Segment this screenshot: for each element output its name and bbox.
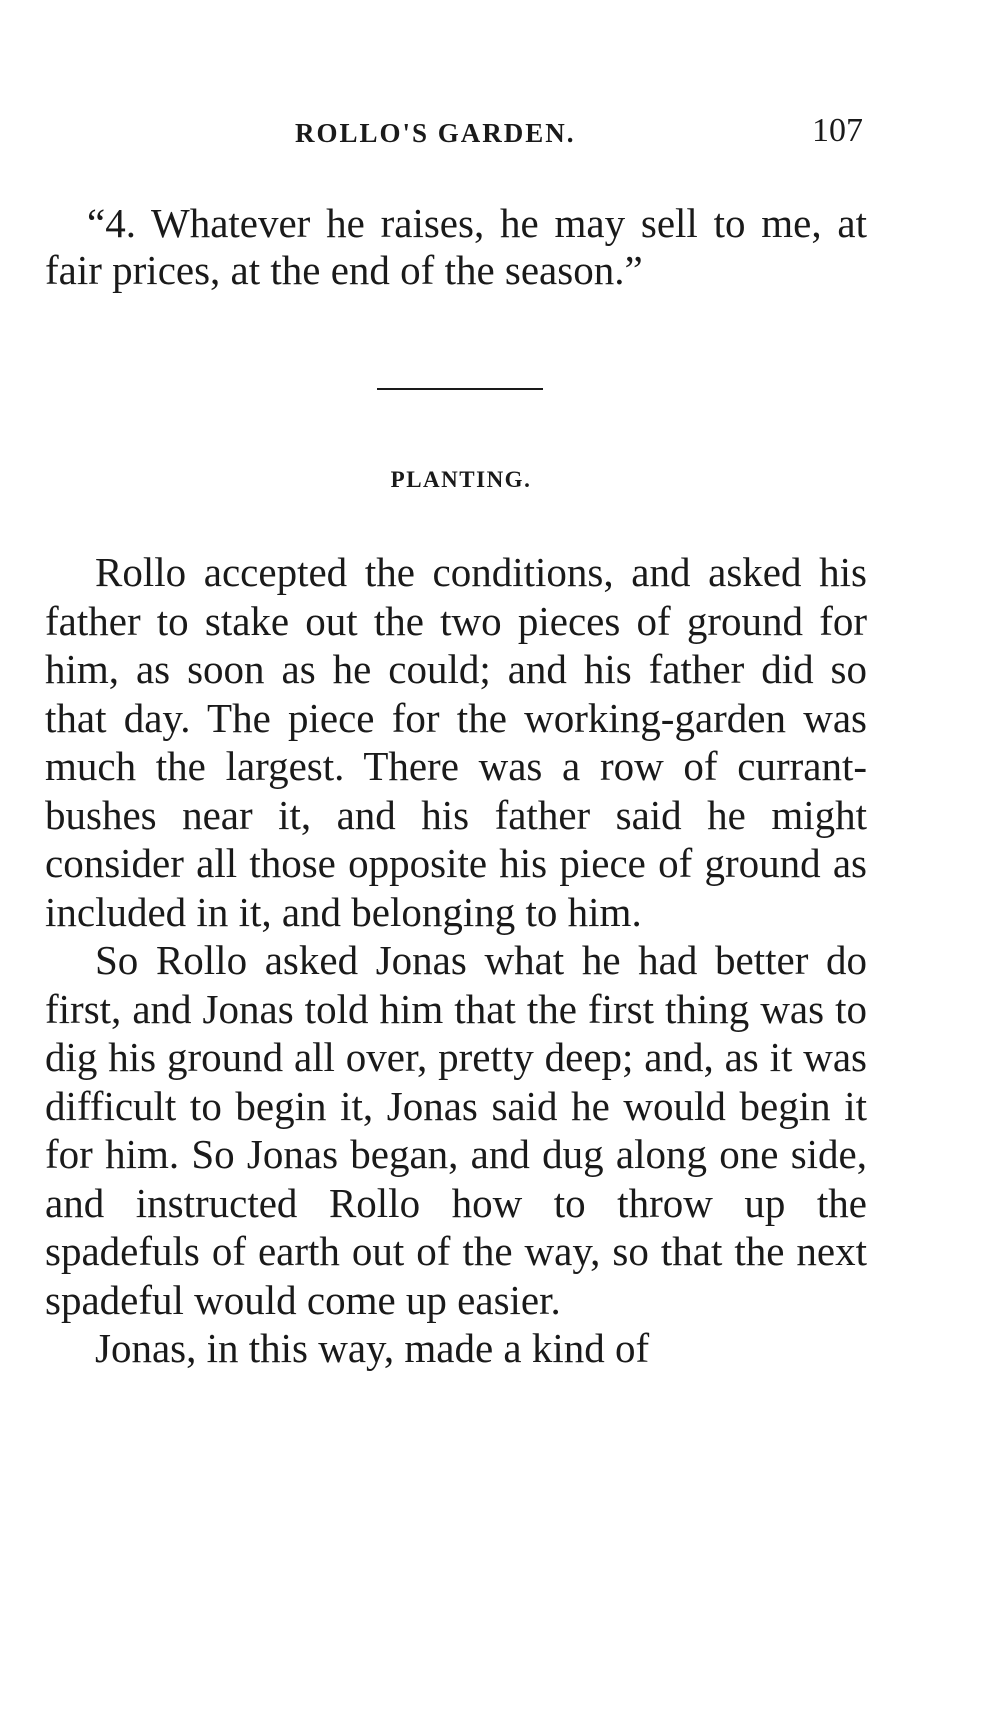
body-text — [45, 548, 867, 1373]
paragraph: Rollo accepted the conditions, and asked his father to stake out the two pieces of ground for him, as soon as he could; and his father did so that day. The piece for the working-garden was much the largest. There was a row of currant-bushes near it, and his father said he might consider all those opposite his piece of ground as included in it, and belonging to him. — [45, 549, 867, 935]
page-number: 107 — [812, 112, 863, 149]
section-divider — [377, 388, 543, 390]
paragraph: So Rollo asked Jonas what he had better do first, and Jonas told him that the first thing was to dig his ground all over, pretty deep; and, as it was difficult to begin it, Jonas said he would begin it for him. So Jonas began, and dug along one side, and instructed Rollo how to throw up the spadefuls of earth out of the way, so that the next spadeful would come up easier. — [45, 937, 867, 1323]
paragraph: Jonas, in this way, made a kind of — [95, 1325, 650, 1371]
opening-paragraph: “4. Whatever he raises, he may sell to me, at fair prices, at the end of the season.” — [45, 200, 867, 293]
running-title: ROLLO'S GARDEN. — [295, 118, 576, 148]
section-heading: PLANTING. — [390, 467, 532, 492]
